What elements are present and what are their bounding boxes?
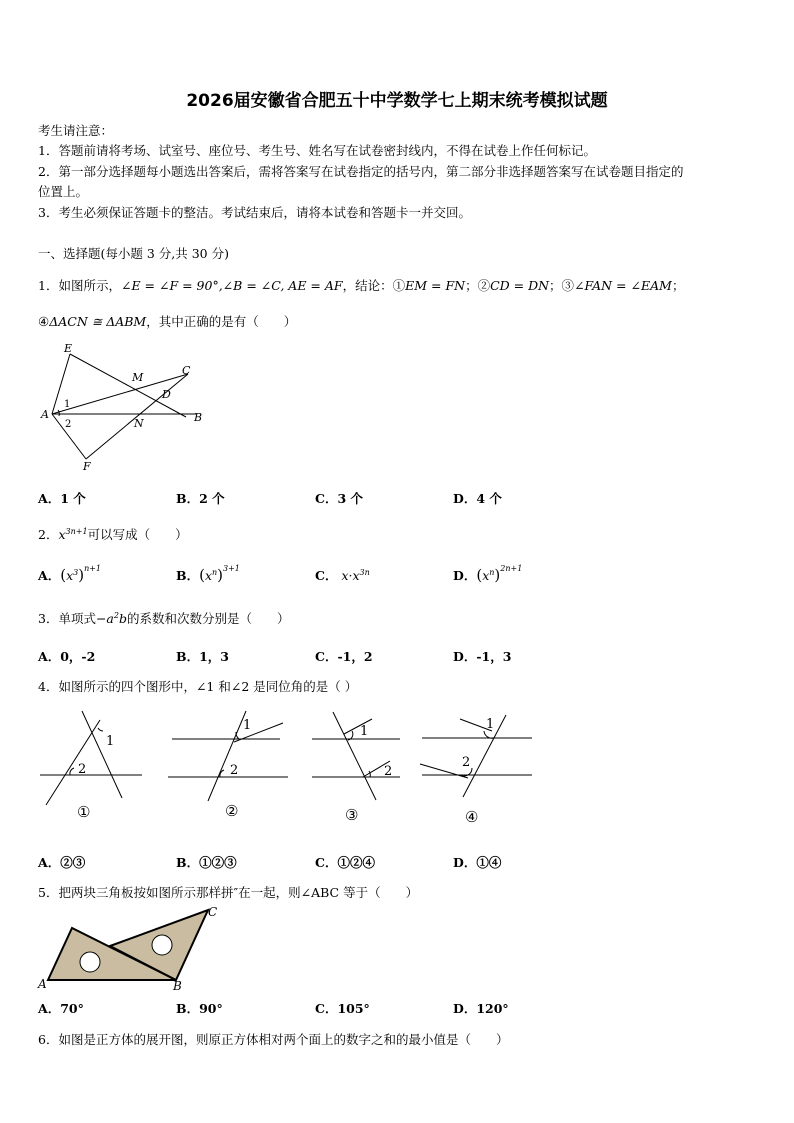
option-exponent: 3n [359,567,370,577]
q5-figure [36,904,226,994]
option-exponent: n [212,567,218,577]
option-B: B．2 个 [176,491,225,506]
option-label: B． [176,568,200,583]
q1-conclusion-4: ΔACN ≅ ΔABM [49,314,147,329]
option-B: B．①②③ [176,855,237,870]
q1-text: ；③ [549,278,575,293]
question-6-stem: 6．如图是正方体的展开图，则原正方体相对两个面上的数字之和的最小值是（ ） [38,1032,509,1047]
notice-item: 1．答题前请将考场、试室号、座位号、考生号、姓名写在试卷密封线内，不得在试卷上作任何标记。 [38,143,596,158]
angle-label-1: 1 [106,734,115,749]
label-angle-2: 2 [65,419,72,430]
angle-label-2: 2 [78,762,87,777]
q3-monomial-b: b [118,611,127,626]
option-exponent: 3+1 [223,563,240,573]
angle-label-2: 2 [384,764,393,779]
option-A: A．1 个 [38,491,86,506]
q3-text: 的系数和次数分别是（ ） [127,611,290,626]
figure-caption: ④ [465,808,479,826]
q4-figure-4 [418,708,543,828]
question-2-stem [38,525,188,543]
label-C: C [182,364,191,377]
notice-item: 3．考生必须保证答题卡的整洁。考试结束后，请将本试卷和答题卡一并交回。 [38,205,471,220]
q2-text: 可以写成（ ） [87,527,188,542]
label-angle-1: 1 [64,399,71,410]
option-C: C．-1，2 [315,649,373,664]
q1-condition: ∠E = ∠F = 90°,∠B = ∠C, AE = AF [120,278,343,293]
label-A: A [38,977,47,991]
option-label: A． [38,568,61,583]
q1-text: ，其中正确的是有（ ） [146,314,297,329]
option-base: x [482,568,490,583]
option-D: D．$(x^n)^{2n+1}$ [453,563,523,584]
label-M: M [132,371,144,384]
figure-caption: ② [225,802,239,820]
option-C: C．3 个 [315,491,363,506]
label-B: B [173,979,182,993]
option-base: x [66,568,74,583]
label-B: B [194,411,203,424]
option-A: A．②③ [38,855,86,870]
q2-exponent: 3n+1 [65,526,88,536]
q3-text: 3．单项式 [38,611,96,626]
option-B: B．$(x^n)^{3+1}$ [176,563,240,584]
option-label: C． [315,568,338,583]
option-A: A．$(x^3)^{n+1}$ [38,563,102,584]
option-C: C．①②④ [315,855,375,870]
angle-label-1: 1 [486,717,495,732]
q1-text: ；② [465,278,491,293]
figure-caption: ③ [345,806,359,824]
question-1-stem [38,276,684,294]
option-D: D．-1，3 [453,649,512,664]
option-exponent: 3 [73,567,79,577]
option-C [315,566,370,584]
option-C: C．105° [315,1001,370,1016]
q1-figure [38,338,218,478]
q1-text: ； [671,278,685,293]
option-A: A．0，-2 [38,649,96,664]
option-D: D．4 个 [453,491,502,506]
label-N: N [134,417,144,430]
angle-label-2: 2 [230,763,239,778]
option-D: D．①④ [453,855,502,870]
notice-item: 2．第一部分选择题每小题选出答案后，需将答案写在试卷指定的括号内，第二部分非选择题答案写在试卷题目指定的 [38,164,684,179]
page-title: 2026届安徽省合肥五十中学数学七上期末统考模拟试题 [186,91,608,111]
label-C: C [208,905,218,919]
option-label: D． [453,568,477,583]
q4-figure-2 [168,708,293,828]
angle-label-2: 2 [462,755,471,770]
label-D: D [162,388,171,401]
q2-base: x [58,527,66,542]
question-4-stem: 4．如图所示的四个图形中，∠1 和∠2 是同位角的是（ ） [38,679,358,694]
q4-figure-3 [308,708,408,828]
label-E: E [64,342,73,355]
label-A: A [41,408,49,421]
q1-conclusion-2: CD = DN [490,278,550,293]
angle-label-1: 1 [360,724,369,739]
q3-exponent: 2 [113,610,119,620]
q2-number: 2． [38,527,59,542]
q4-figure-1 [40,708,150,828]
option-A: A．70° [38,1001,84,1016]
option-B: B．90° [176,1001,223,1016]
question-3-stem [38,609,290,627]
angle-label-1: 1 [243,718,252,733]
option-exponent: 2n+1 [500,563,523,573]
figure-caption: ① [77,803,91,821]
option-D: D．120° [453,1001,509,1016]
q1-text: ，结论：① [342,278,406,293]
notice-item: 位置上。 [38,184,89,199]
option-B: B．1，3 [176,649,229,664]
notice-heading: 考生请注意： [38,123,114,138]
q1-text: ④ [38,314,50,329]
option-exponent: n+1 [84,563,102,573]
option-exponent: n [489,567,495,577]
label-F: F [83,460,91,473]
section-heading: 一、选择题(每小题 3 分,共 30 分) [38,246,229,261]
q1-text: 1．如图所示， [38,278,121,293]
option-base: x [204,568,212,583]
question-5-stem: 5．把两块三角板按如图所示那样拼″在一起，则∠ABC 等于（ ） [38,885,419,900]
q1-conclusion-1: EM = FN [405,278,466,293]
q3-monomial: −a [95,611,114,626]
question-1-stem-line2 [38,312,296,330]
option-expression: x·x [341,568,360,583]
q1-conclusion-3: ∠FAN = ∠EAM [574,278,672,293]
